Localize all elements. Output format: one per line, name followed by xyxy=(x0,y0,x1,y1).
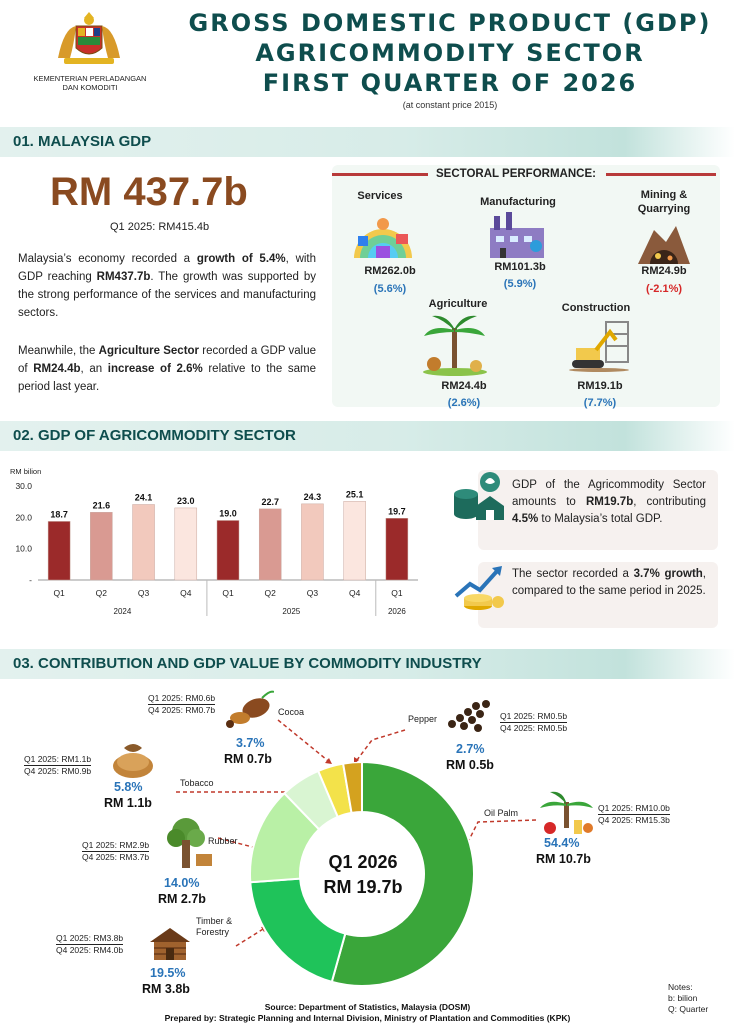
x-tick-label: Q2 xyxy=(264,588,276,598)
sector-gdp-summary: GDP of the Agricommodity Sector amounts to RM19.7b, contributing 4.5% to Malaysia’s total GDP. xyxy=(512,479,706,525)
page-subtitle: (at constant price 2015) xyxy=(402,100,498,110)
sector-growth: (-2.1%) xyxy=(645,283,683,295)
x-tick-label: Q3 xyxy=(137,588,150,598)
title-line: FIRST QUARTER OF 2026 xyxy=(262,69,638,97)
coins-house-icon xyxy=(452,470,508,522)
mining-icon xyxy=(636,220,692,266)
title-line: GROSS DOMESTIC PRODUCT (GDP) xyxy=(188,9,712,37)
commodity-comparison: Q1 2025: RM10.0b Q4 2025: RM15.3b xyxy=(598,803,670,825)
commodity-comparison: Q1 2025: RM0.5b Q4 2025: RM0.5b xyxy=(500,711,568,733)
section-heading-bar xyxy=(0,649,735,679)
commodity-comparison: Q1 2025: RM0.6b Q4 2025: RM0.7b xyxy=(148,693,216,715)
x-tick-label: Q1 xyxy=(391,588,403,598)
bar xyxy=(48,521,70,580)
commodity-label: Oil Palm xyxy=(484,808,519,818)
pepper-icon xyxy=(442,694,498,738)
agriculture-paragraph: Meanwhile, the Agriculture Sector recorded a GDP value of RM24.4b, an increase of 2.6% relative to the same period last year. xyxy=(18,345,317,393)
bar xyxy=(344,501,366,580)
commodity-value: RM 1.1b xyxy=(104,796,152,810)
divider xyxy=(606,173,716,176)
source-note: Source: Department of Statistics, Malaysia (DOSM) xyxy=(264,1002,471,1012)
sector-growth: (7.7%) xyxy=(583,397,617,409)
section-heading-bar xyxy=(0,127,735,157)
donut-center-total: RM 19.7b xyxy=(323,877,403,897)
bar-data-label: 24.3 xyxy=(303,491,322,502)
section-heading: 02. GDP OF AGRICOMMODITY SECTOR xyxy=(13,427,296,444)
factory-icon xyxy=(486,210,548,260)
oil-palm-icon xyxy=(538,790,596,836)
sectoral-title: SECTORAL PERFORMANCE: xyxy=(432,168,600,180)
commodity-label: Pepper xyxy=(408,714,438,724)
section-heading-bar xyxy=(0,421,735,451)
bar-data-label: 19.7 xyxy=(388,506,406,517)
malaysia-gdp-value: RM 437.7b xyxy=(50,170,248,214)
bar xyxy=(133,504,155,580)
sector-value: RM262.0b xyxy=(364,265,416,277)
section-heading: 03. CONTRIBUTION AND GDP VALUE BY COMMODITY INDUSTRY xyxy=(13,655,482,672)
cocoa-icon xyxy=(222,690,274,730)
coat-of-arms-icon xyxy=(48,8,130,70)
commodity-share: 14.0% xyxy=(164,876,200,890)
bar xyxy=(301,504,323,580)
bar-data-label: 23.0 xyxy=(177,495,195,506)
excavator-icon xyxy=(566,318,632,372)
x-tick-label: Q1 xyxy=(53,588,65,598)
gdp-paragraph: Malaysia’s economy recorded a growth of 5.4%, with GDP reaching RM437.7b. The growth was supported by the strong performance of the services and manufacturing sectors. xyxy=(18,253,317,319)
section-heading: 01. MALAYSIA GDP xyxy=(13,133,152,150)
commodity-comparison: Q1 2025: RM2.9b Q4 2025: RM3.7b xyxy=(82,840,150,862)
commodity-value: RM 10.7b xyxy=(536,852,591,866)
sector-growth: (5.6%) xyxy=(373,283,407,295)
commodity-label: Cocoa xyxy=(278,707,305,717)
y-tick-label: 20.0 xyxy=(15,512,32,523)
bar xyxy=(175,508,197,580)
commodity-comparison: Q1 2025: RM3.8b Q4 2025: RM4.0b xyxy=(56,933,124,955)
donut-center-period: Q1 2026 xyxy=(328,852,398,872)
x-group-label: 2026 xyxy=(387,607,406,616)
tobacco-icon xyxy=(110,740,156,780)
prepared-by-note: Prepared by: Strategic Planning and Internal Division, Ministry of Plantation and Commodities (KPK) xyxy=(164,1013,571,1023)
y-tick-label: - xyxy=(29,575,32,585)
x-group-label: 2025 xyxy=(282,607,301,616)
bar-data-label: 19.0 xyxy=(219,508,237,519)
x-tick-label: Q3 xyxy=(306,588,319,598)
timber-cabin-icon xyxy=(146,924,194,964)
sector-name: Construction xyxy=(561,302,631,314)
title-line: AGRICOMMODITY SECTOR xyxy=(255,39,645,67)
x-group-label: 2024 xyxy=(113,607,132,616)
ministry-name: KEMENTERIAN PERLADANGAN DAN KOMODITI xyxy=(33,74,147,92)
bar xyxy=(259,509,281,580)
commodity-share: 5.8% xyxy=(114,780,143,794)
sector-name: Manufacturing xyxy=(480,196,556,208)
sector-growth-summary: The sector recorded a 3.7% growth, compared to the same period in 2025. xyxy=(512,568,706,597)
sector-value: RM24.4b xyxy=(441,380,487,392)
sector-value: RM19.1b xyxy=(577,380,623,392)
commodity-share: 3.7% xyxy=(236,736,265,750)
commodity-value: RM 2.7b xyxy=(158,892,206,906)
notes: Notes: b: bilion Q: Quarter xyxy=(668,982,709,1014)
commodity-label: Rubber xyxy=(208,836,238,846)
x-tick-label: Q4 xyxy=(180,588,192,598)
bar-data-label: 22.7 xyxy=(261,496,279,507)
bar-data-label: 24.1 xyxy=(134,492,153,503)
commodity-share: 19.5% xyxy=(150,966,186,980)
commodity-label: Tobacco xyxy=(180,778,214,788)
bar-data-label: 25.1 xyxy=(345,489,364,500)
commodity-value: RM 0.7b xyxy=(224,752,272,766)
commodity-value: RM 0.5b xyxy=(446,758,494,772)
sector-name: Agriculture xyxy=(428,298,488,310)
sector-growth: (2.6%) xyxy=(447,397,481,409)
sector-name: Services xyxy=(357,190,403,202)
commodity-label: Timber & Forestry xyxy=(196,916,233,937)
agriculture-icon xyxy=(420,314,490,376)
x-tick-label: Q1 xyxy=(222,588,234,598)
bar-data-label: 18.7 xyxy=(50,509,68,520)
agricommodity-gdp-bar-chart xyxy=(8,462,426,622)
growth-coins-icon xyxy=(452,562,508,612)
commodity-comparison: Q1 2025: RM1.1b Q4 2025: RM0.9b xyxy=(24,754,92,776)
x-tick-label: Q4 xyxy=(348,588,361,598)
y-tick-label: 30.0 xyxy=(15,481,32,491)
sector-value: RM101.3b xyxy=(494,261,546,273)
divider xyxy=(332,173,428,176)
bar xyxy=(217,520,239,580)
commodity-share: 54.4% xyxy=(544,836,580,850)
bar xyxy=(90,512,112,580)
commodity-share: 2.7% xyxy=(456,742,485,756)
x-tick-label: Q2 xyxy=(95,588,108,598)
commodity-value: RM 3.8b xyxy=(142,982,190,996)
page-title xyxy=(165,8,735,98)
bar xyxy=(386,518,408,580)
malaysia-gdp-previous: Q1 2025: RM415.4b xyxy=(110,221,210,233)
sector-growth: (5.9%) xyxy=(503,278,537,290)
sector-value: RM24.9b xyxy=(641,265,687,277)
bar-data-label: 21.6 xyxy=(92,500,111,511)
commodity-share-donut-chart xyxy=(250,762,474,986)
header xyxy=(0,0,735,122)
y-tick-label: 10.0 xyxy=(15,543,32,554)
services-icon xyxy=(350,206,416,266)
y-axis-label: RM bilion xyxy=(10,467,42,476)
sector-name: Mining & Quarrying xyxy=(637,189,691,215)
